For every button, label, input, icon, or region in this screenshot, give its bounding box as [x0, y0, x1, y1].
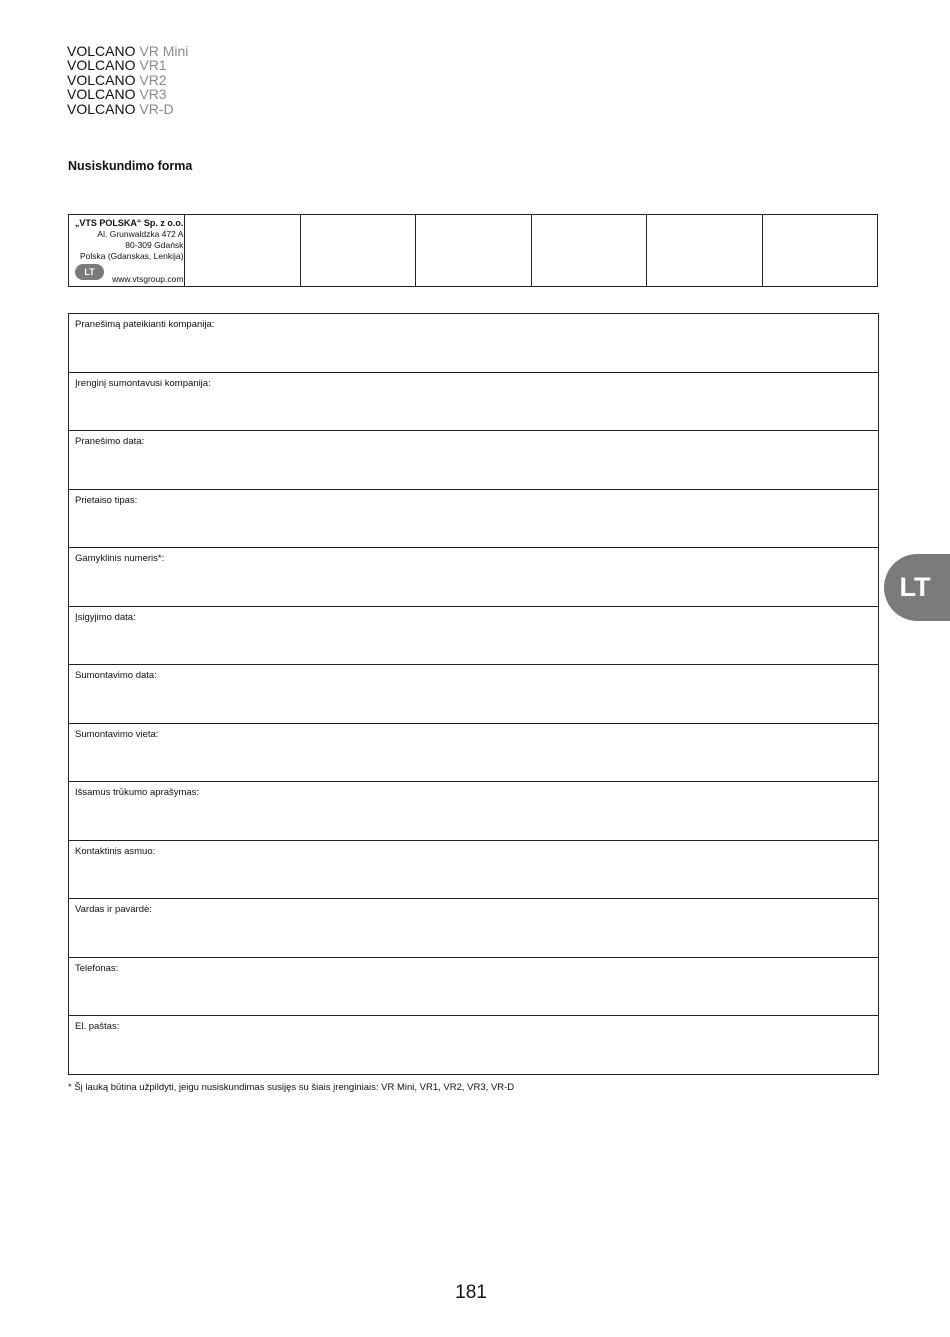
header-empty-cell[interactable]	[646, 215, 761, 286]
company-street: Al. Grunwaldzka 472 A	[97, 229, 184, 239]
field-installation-date[interactable]	[69, 664, 878, 723]
model-brand: VOLCANO	[67, 71, 136, 88]
model-line	[67, 58, 188, 72]
company-country: Polska (Gdanskas, Lenkija)	[79, 251, 184, 261]
header-empty-cell[interactable]	[184, 215, 299, 286]
field-label: Gamyklinis numeris*:	[75, 553, 165, 565]
model-brand: VOLCANO	[67, 86, 136, 103]
field-email[interactable]	[69, 1015, 878, 1074]
footnote: * Šį lauką būtina užpildyti, jeigu nusiskundimas susijęs su šiais įrenginiais: VR Mini, VR1, VR2, VR3, VR-D	[68, 1082, 515, 1093]
field-device-type[interactable]	[69, 489, 878, 548]
header-empty-cell[interactable]	[762, 215, 877, 286]
model-list	[67, 44, 188, 116]
model-variant: VR2	[139, 71, 167, 88]
complaint-fields-table	[68, 313, 879, 1075]
model-variant: VR-D	[139, 100, 174, 117]
field-contact-person[interactable]	[69, 840, 878, 899]
field-phone[interactable]	[69, 957, 878, 1016]
model-line	[67, 102, 188, 116]
company-url: www.vtsgroup.com	[112, 274, 184, 284]
company-info-cell	[69, 215, 184, 286]
header-empty-cell[interactable]	[300, 215, 415, 286]
field-label: Išsamus trūkumo aprašymas:	[75, 787, 200, 799]
form-title: Nusiskundimo forma	[68, 159, 193, 173]
field-label: Kontaktinis asmuo:	[75, 845, 156, 857]
field-defect-description[interactable]	[69, 781, 878, 840]
model-brand: VOLCANO	[67, 100, 136, 117]
company-name: „VTS POLSKA“ Sp. z o.o.	[74, 218, 184, 228]
model-line	[67, 44, 188, 58]
model-variant: VR1	[139, 57, 167, 74]
field-installation-place[interactable]	[69, 723, 878, 782]
model-line	[67, 87, 188, 101]
field-reporting-company[interactable]	[69, 314, 878, 372]
header-empty-cell[interactable]	[531, 215, 646, 286]
field-installing-company[interactable]	[69, 372, 878, 431]
model-variant: VR3	[139, 86, 167, 103]
field-purchase-date[interactable]	[69, 606, 878, 665]
model-brand: VOLCANO	[67, 57, 136, 74]
field-serial-number[interactable]	[69, 547, 878, 606]
field-label: Pranešimą pateikianti kompanija:	[75, 319, 215, 330]
field-label: Įsigyjimo data:	[75, 611, 136, 623]
field-full-name[interactable]	[69, 898, 878, 957]
field-label: Pranešimo data:	[75, 436, 145, 448]
field-label: Sumontavimo data:	[75, 670, 157, 682]
page-number: 181	[455, 1282, 487, 1303]
model-brand: VOLCANO	[67, 43, 136, 59]
field-label: Vardas ir pavardė:	[75, 904, 152, 916]
field-label: Sumontavimo vieta:	[75, 728, 159, 740]
company-city: 80-309 Gdańsk	[125, 240, 184, 250]
field-label: El. paštas:	[75, 1021, 120, 1033]
language-badge: LT	[75, 264, 104, 280]
model-variant: VR Mini	[139, 43, 189, 59]
field-label: Įrenginį sumontavusi kompanija:	[75, 377, 211, 389]
company-header-table	[68, 214, 878, 287]
field-label: Prietaiso tipas:	[75, 494, 138, 506]
field-label: Telefonas:	[75, 962, 119, 974]
model-line	[67, 73, 188, 87]
header-empty-cell[interactable]	[415, 215, 530, 286]
field-report-date[interactable]	[69, 430, 878, 489]
language-tab: LT	[884, 554, 950, 621]
